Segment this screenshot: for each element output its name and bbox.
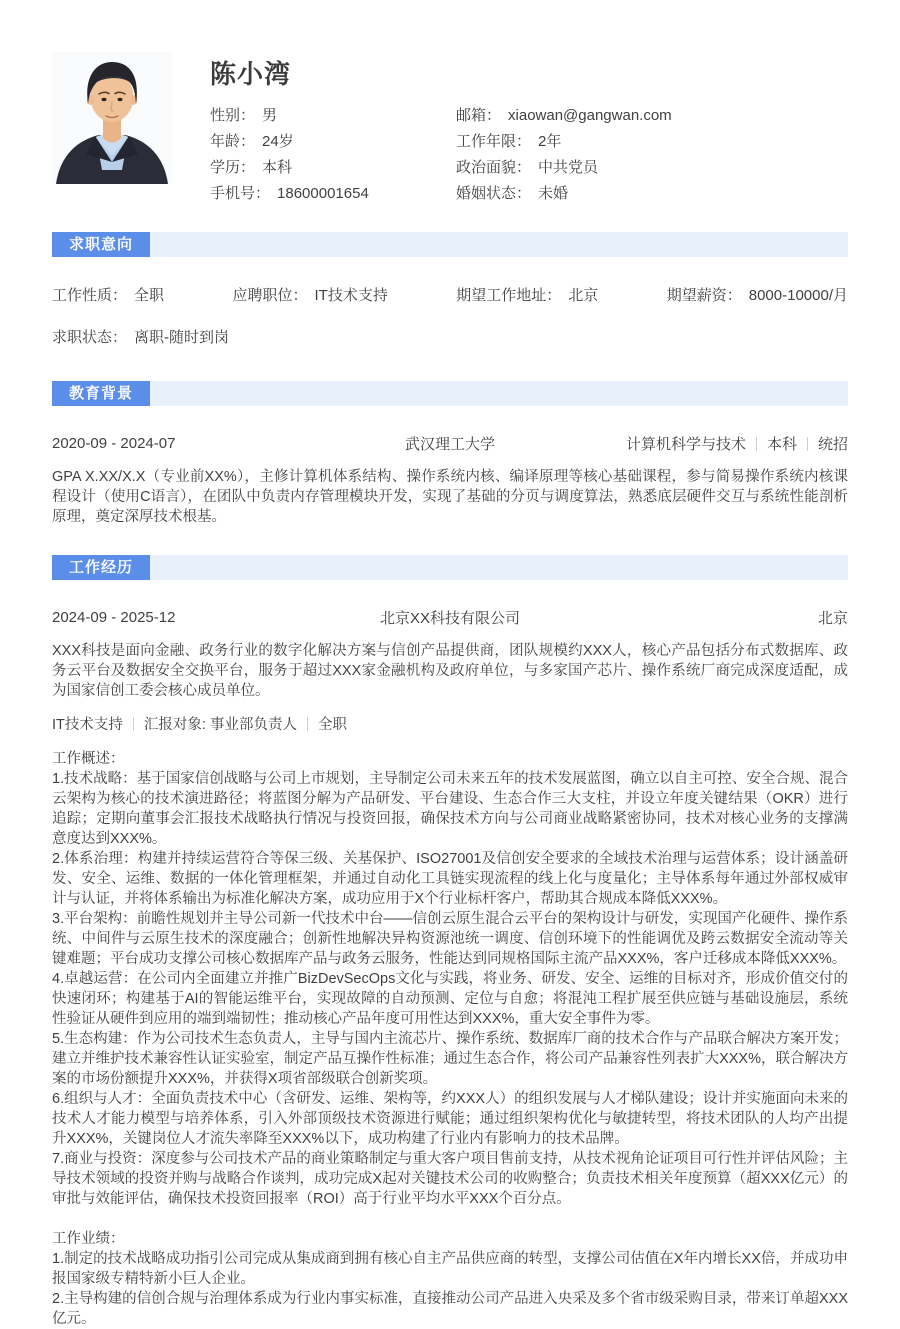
job-intent-row-1 (52, 284, 848, 305)
work-overview-title: 工作概述： (52, 751, 125, 767)
info-label: 工作年限： (456, 133, 532, 150)
info-field (210, 108, 456, 124)
candidate-name: 陈小湾 (210, 59, 292, 89)
intent-field (232, 284, 387, 305)
work-position: IT技术支持 (52, 717, 123, 733)
intent-value: 离职-随时到岗 (134, 329, 230, 346)
work-company: 北京XX科技有限公司 (379, 610, 520, 627)
company-intro: XXX科技是面向金融、政务行业的数字化解决方案与信创产品提供商，团队规模约XXX人，核心产品包括分布式数据库、政务云平台及数据安全交换平台，服务于超过XXX家金融机构及政府单位，与多家国产芯片、操作系统厂商完成深度适配，成为国家信创工委会核心成员单位。 (52, 643, 848, 699)
intent-value: 北京 (568, 287, 599, 304)
position-row (52, 713, 848, 734)
section-title-work: 工作经历 (52, 555, 150, 580)
info-field (210, 186, 456, 202)
info-field (210, 134, 456, 150)
personal-info-grid (210, 108, 848, 202)
education-degree: 本科 (766, 436, 797, 453)
section-bar (52, 555, 848, 580)
achievement-item: 1.制定的技术战略成功指引公司完成从集成商到拥有核心自主产品供应商的转型，支撑公司估值在X年内增长XX倍，并成功申报国家级专精特新小巨人企业。 (52, 1251, 848, 1287)
education-degree-info (495, 433, 848, 454)
profile-photo (52, 52, 172, 184)
work-location: 北京 (817, 610, 848, 627)
education-meta-row (52, 433, 848, 454)
info-label: 年龄： (210, 133, 256, 150)
intent-value: 8000-10000/月 (748, 287, 848, 304)
intent-label: 工作性质： (52, 287, 128, 304)
info-value: 2年 (538, 133, 562, 150)
separator (807, 437, 808, 451)
section-bar (52, 381, 848, 406)
info-label: 学历： (210, 159, 256, 176)
section-job-intent (52, 232, 848, 347)
intent-label: 期望工作地址： (456, 287, 562, 304)
work-report-to: 汇报对象: 事业部负责人 (143, 717, 297, 733)
duty-list (52, 769, 848, 1209)
intent-label: 求职状态： (52, 329, 128, 346)
duty-item: 3.平台架构：前瞻性规划并主导公司新一代技术中台——信创云原生混合云平台的架构设计与研发，实现国产化硬件、操作系统、中间件与云原生技术的深度融合；创新性地解决异构资源池统一调度、信创环境下的性能调优及跨云数据安全流动等关键难题；平台成功支撑公司核心数据库产品与政务云服务，性能达到同规格国际主流产品XXX%，客户迁移成本降低XXX%。 (52, 911, 848, 967)
education-description: GPA X.XX/X.X（专业前XX%），主修计算机体系结构、操作系统内核、编译原理等核心基础课程，参与简易操作系统内核课程设计（使用C语言），在团队中负责内存管理模块开发，实现了基础的分页与调度算法，熟悉底层硬件交互与系统性能剖析原理，奠定深厚技术根基。 (52, 469, 848, 525)
intent-value: IT技术支持 (314, 287, 388, 304)
achievement-list (52, 1249, 848, 1329)
duty-item: 1.技术战略：基于国家信创战略与公司上市规划，主导制定公司未来五年的技术发展蓝图，确立以自主可控、安全合规、混合云架构为核心的技术演进路径；将蓝图分解为产品研发、平台建设、生态合作三大支柱，并设立年度关键结果（OKR）进行追踪；定期向董事会汇报技术战略执行情况与投资回报，确保技术方向与公司商业战略紧密协同，技术对核心业务的支撑满意度达到XXX%。 (52, 771, 848, 847)
intent-label: 应聘职位： (232, 287, 308, 304)
achievement-item: 2.主导构建的信创合规与治理体系成为行业内事实标准，直接推动公司产品进入央采及多个省市级采购目录，带来订单超XXX亿元。 (52, 1291, 848, 1327)
education-major: 计算机科学与技术 (625, 436, 746, 453)
info-value: 中共党员 (538, 159, 599, 176)
info-label: 性别： (210, 107, 256, 124)
education-school: 武汉理工大学 (404, 436, 495, 453)
info-field (456, 160, 848, 176)
info-field (210, 160, 456, 176)
section-bar (52, 232, 848, 257)
work-employment-type: 全职 (317, 717, 347, 733)
intent-field (52, 284, 164, 305)
job-intent-row-2 (52, 326, 848, 347)
duty-item: 6.组织与人才：全面负责技术中心（含研发、运维、架构等，约XXX人）的组织发展与人才梯队建设；设计并实施面向未来的技术人才能力模型与培养体系，引入外部顶级技术资源进行赋能；通过组织架构优化与敏捷转型，将技术团队的人均产出提升XXX%，关键岗位人才流失率降至XXX%以下，成功构建了行业内有影响力的技术品牌。 (52, 1091, 848, 1147)
education-enroll-type: 统招 (817, 436, 848, 453)
info-value: xiaowan@gangwan.com (508, 107, 672, 124)
info-field (456, 134, 848, 150)
duty-item: 7.商业与投资：深度参与公司技术产品的商业策略制定与重大客户项目售前支持，从技术视角论证项目可行性并评估风险；主导技术领域的投资并购与战略合作谈判，成功完成X起对关键技术公司的收购整合；负责技术相关年度预算（超XXX亿元）的审批与效能评估，确保技术投资回报率（ROI）高于行业平均水平XXX个百分点。 (52, 1151, 848, 1207)
portrait-photo-illustration (52, 52, 172, 184)
info-label: 婚姻状态： (456, 185, 532, 202)
duty-item: 4.卓越运营：在公司内全面建立并推广BizDevSecOps文化与实践，将业务、研发、安全、运维的目标对齐，形成价值交付的快速闭环；构建基于AI的智能运维平台，实现故障的自动预测、定位与自愈；将混沌工程扩展至供应链与基础设施层，系统性验证从硬件到应用的端到端韧性；推动核心产品年度可用性达到XXX%，重大安全事件为零。 (52, 971, 848, 1027)
intent-field (52, 329, 229, 346)
header-info (210, 52, 848, 202)
intent-value: 全职 (134, 287, 165, 304)
work-meta-row (52, 607, 848, 628)
intent-field (456, 284, 598, 305)
section-education (52, 381, 848, 527)
separator (756, 437, 757, 451)
info-value: 24岁 (262, 133, 294, 150)
intent-field (667, 284, 848, 305)
duty-item: 5.生态构建：作为公司技术生态负责人，主导与国内主流芯片、操作系统、数据库厂商的技术合作与产品联合解决方案开发；建立并维护技术兼容性认证实验室，制定产品互操作性标准；通过生态合作，将公司产品兼容性列表扩大XXX%，联合解决方案的市场份额提升XXX%，并获得X项省部级联合创新奖项。 (52, 1031, 848, 1087)
section-title-education: 教育背景 (52, 381, 150, 406)
work-achievements-title: 工作业绩： (52, 1231, 125, 1247)
resume-header (52, 52, 848, 202)
work-period: 2024-09 - 2025-12 (52, 609, 176, 626)
section-title-job-intent: 求职意向 (52, 232, 150, 257)
info-label: 手机号： (210, 185, 271, 202)
info-label: 政治面貌： (456, 159, 532, 176)
info-value: 18600001654 (277, 185, 369, 202)
info-value: 男 (262, 107, 278, 124)
info-value: 未婚 (538, 185, 569, 202)
education-period: 2020-09 - 2024-07 (52, 435, 176, 452)
separator (307, 717, 308, 731)
info-value: 本科 (262, 159, 293, 176)
intent-label: 期望薪资： (666, 287, 742, 304)
section-work-experience (52, 555, 848, 1329)
info-field (456, 186, 848, 202)
info-label: 邮箱： (456, 107, 502, 124)
info-field (456, 108, 848, 124)
duty-item: 2.体系治理：构建并持续运营符合等保三级、关基保护、ISO27001及信创安全要求的全域技术治理与运营体系；设计涵盖研发、安全、运维、数据的一体化管理框架，并通过自动化工具链实现流程的线上化与度量化；主导体系每年通过外部权威审计与认证，并将体系输出为标准化解决方案，成功应用于X个行业标杆客户，帮助其合规成本降低XXX%。 (52, 851, 848, 907)
separator (133, 717, 134, 731)
